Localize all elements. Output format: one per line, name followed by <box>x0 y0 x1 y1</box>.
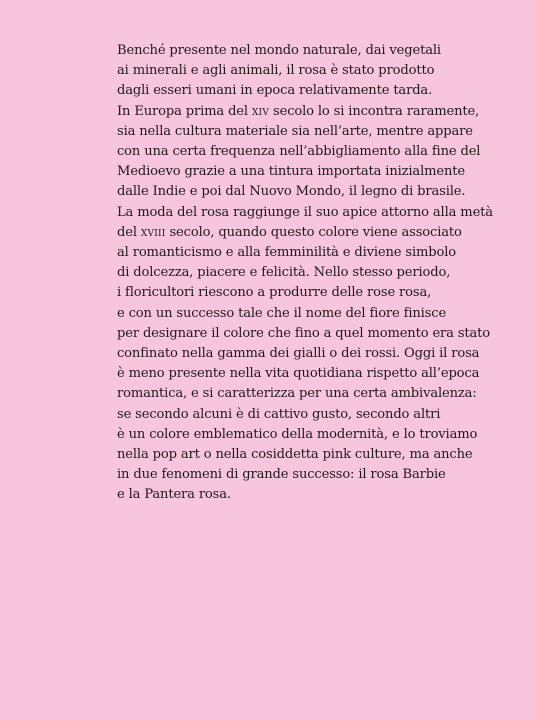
text-line: dalle Indie e poi dal Nuovo Mondo, il legno di brasile. <box>117 184 466 200</box>
text-line: è un colore emblematico della modernità, e lo troviamo <box>117 426 478 442</box>
text-line: i floricultori riescono a produrre delle rose rosa, <box>117 285 432 301</box>
text-line: romantica, e si caratterizza per una certa ambivalenza: <box>117 386 477 402</box>
body-paragraph <box>117 41 517 506</box>
text-line: per designare il colore che fino a quel momento era stato <box>117 325 491 341</box>
text-line: nella pop art o nella cosiddetta pink culture, ma anche <box>117 447 473 463</box>
text-line: e con un successo tale che il nome del fiore finisce <box>117 305 447 321</box>
text-line: confinato nella gamma dei gialli o dei rossi. Oggi il rosa <box>117 346 480 362</box>
text-line: al romanticismo e alla femminilità e diviene simbolo <box>117 245 457 261</box>
text-line: sia nella cultura materiale sia nell’arte, mentre appare <box>117 123 473 139</box>
text-line: del xviii secolo, quando questo colore viene associato <box>117 224 462 240</box>
text-line: è meno presente nella vita quotidiana rispetto all’epoca <box>117 366 480 382</box>
text-line: se secondo alcuni è di cattivo gusto, secondo altri <box>117 406 441 422</box>
text-line: in due fenomeni di grande successo: il rosa Barbie <box>117 467 446 483</box>
text-line: Medioevo grazie a una tintura importata inizialmente <box>117 164 465 180</box>
text-line: ai minerali e agli animali, il rosa è stato prodotto <box>117 63 435 79</box>
text-line: Benché presente nel mondo naturale, dai vegetali <box>117 43 441 58</box>
text-line: dagli esseri umani in epoca relativamente tarda. <box>117 83 433 99</box>
text-line: di dolcezza, piacere e felicità. Nello stesso periodo, <box>117 265 451 281</box>
text-line: con una certa frequenza nell’abbigliamento alla fine del <box>117 144 481 160</box>
text-line: La moda del rosa raggiunge il suo apice attorno alla metà <box>117 204 493 220</box>
text-line: In Europa prima del xiv secolo lo si incontra raramente, <box>117 103 480 119</box>
text-line: e la Pantera rosa. <box>117 487 231 503</box>
